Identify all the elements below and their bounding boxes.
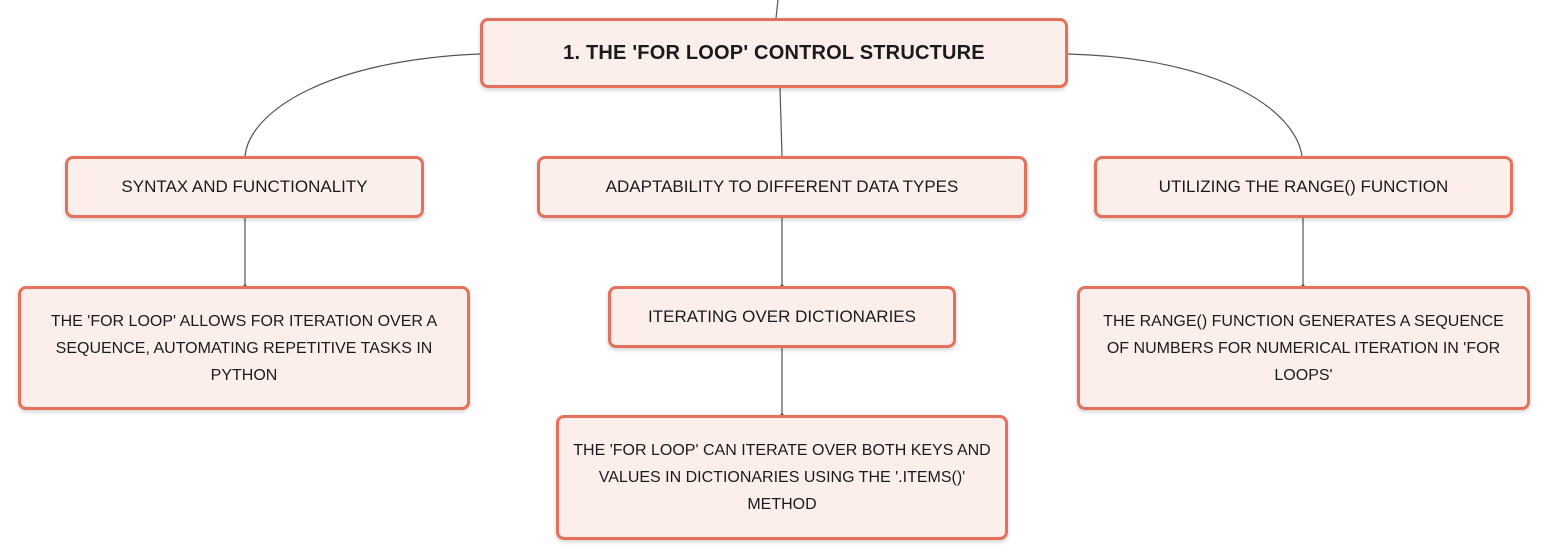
root-node[interactable] [480, 18, 1068, 88]
node-dictionaries-detail[interactable] [556, 415, 1008, 540]
node-range-detail[interactable] [1077, 286, 1530, 410]
node-utilizing-range-function[interactable] [1094, 156, 1513, 218]
node-label: THE 'FOR LOOP' ALLOWS FOR ITERATION OVER A SEQUENCE, AUTOMATING REPETITIVE TASKS IN PYTHON [50, 312, 438, 384]
connector-root-range [1068, 54, 1302, 156]
node-syntax-and-functionality[interactable] [65, 156, 424, 218]
root-node-label: 1. THE 'FOR LOOP' CONTROL STRUCTURE [563, 41, 985, 64]
node-label: THE RANGE() FUNCTION GENERATES A SEQUENCE OF NUMBERS FOR NUMERICAL ITERATION IN 'FOR LOOPS' [1103, 312, 1504, 384]
node-iterating-over-dictionaries[interactable] [608, 286, 956, 348]
node-syntax-detail[interactable] [18, 286, 470, 410]
node-label: ADAPTABILITY TO DIFFERENT DATA TYPES [605, 177, 959, 196]
connector-root-syntax [245, 54, 480, 156]
node-label: ITERATING OVER DICTIONARIES [648, 307, 916, 326]
connector-incoming [776, 0, 778, 18]
connector-root-adapt [780, 88, 782, 156]
node-label: UTILIZING THE RANGE() FUNCTION [1158, 177, 1449, 196]
node-label: THE 'FOR LOOP' CAN ITERATE OVER BOTH KEYS AND VALUES IN DICTIONARIES USING THE '.ITEMS()' METHOD [573, 442, 991, 513]
node-adaptability-to-data-types[interactable] [537, 156, 1027, 218]
node-label: SYNTAX AND FUNCTIONALITY [121, 177, 368, 196]
